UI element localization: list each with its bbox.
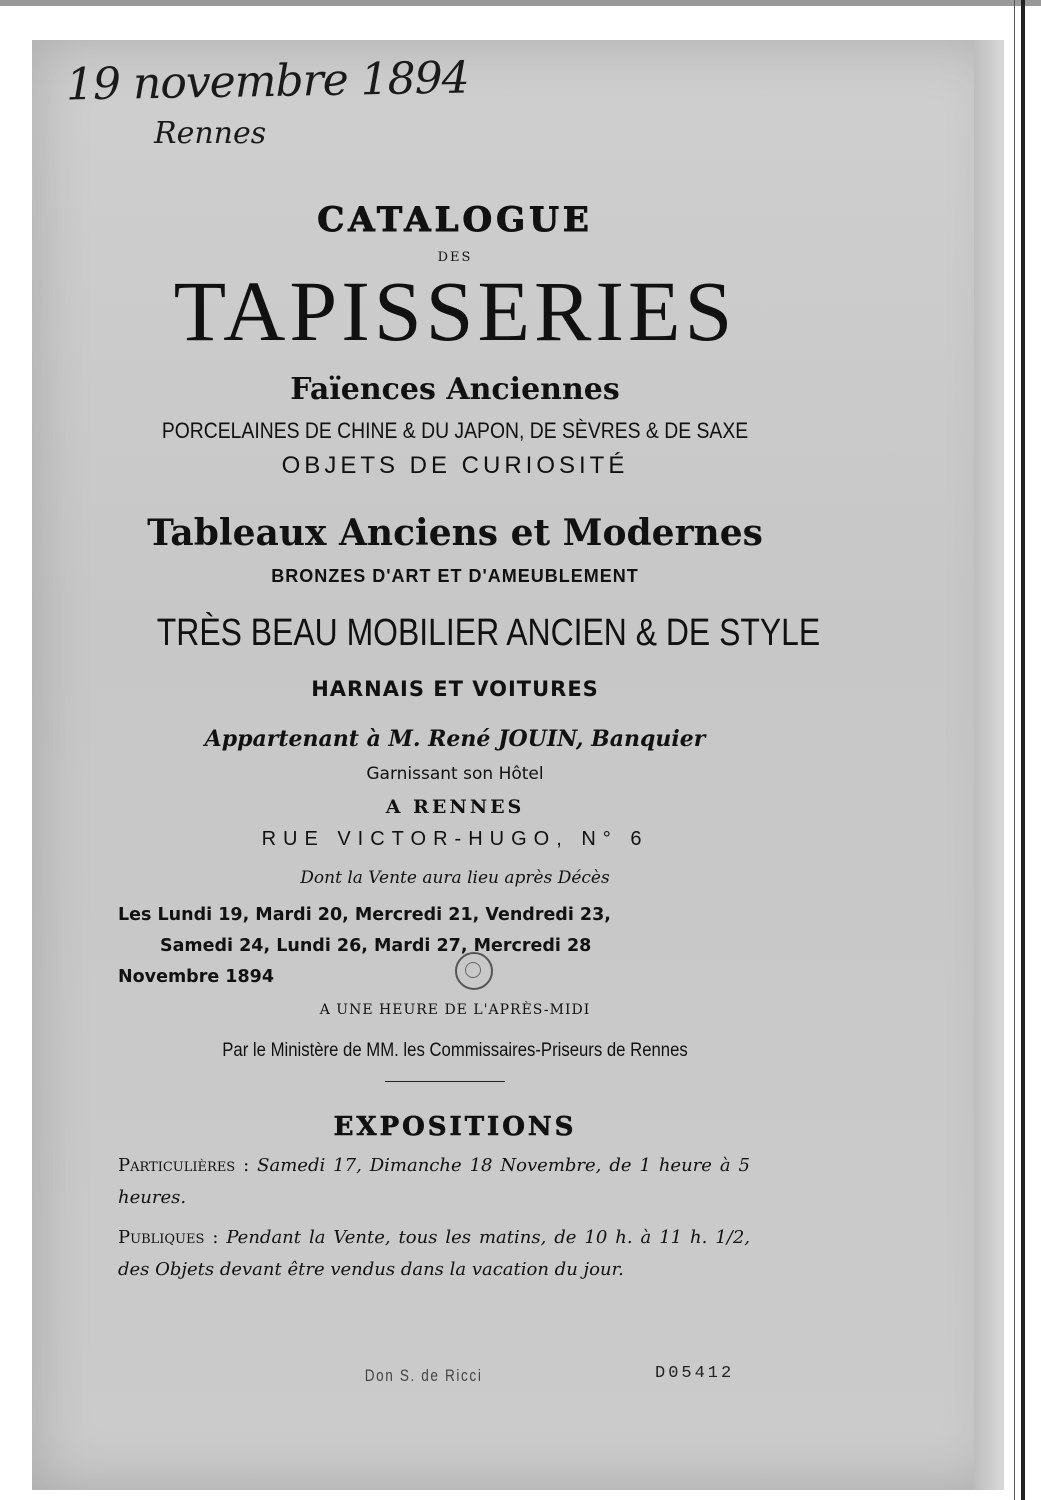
expositions-heading: EXPOSITIONS [333, 1112, 577, 1142]
title-tapisseries: TAPISSERIES [173, 263, 737, 359]
sale-dates [118, 900, 750, 993]
library-stamp-icon [455, 952, 493, 990]
sale-dates-line1: Les Lundi 19, Mardi 20, Mercredi 21, Vendredi 23, [118, 905, 611, 925]
expositions-publiques [118, 1222, 750, 1286]
scan-border-thin [1014, 0, 1015, 1500]
divider-rule [385, 1081, 505, 1082]
subtitle-objets: OBJETS DE CURIOSITÉ [281, 452, 629, 479]
subtitle-harnais: HARNAIS ET VOITURES [311, 677, 599, 701]
owner-garnissant: Garnissant son Hôtel [366, 764, 544, 784]
subtitle-tableaux: Tableaux Anciens et Modernes [147, 512, 763, 554]
sale-ministere: Par le Ministère de MM. les Commissaires-Priseurs de Rennes [222, 1040, 688, 1061]
sale-intro: Dont la Vente aura lieu après Décès [300, 868, 610, 888]
handwritten-date: 19 novembre 1894 [65, 52, 470, 111]
sale-dates-line2: Samedi 24, Lundi 26, Mardi 27, Mercredi 28 [160, 936, 592, 956]
subtitle-bronzes: BRONZES D'ART ET D'AMEUBLEMENT [271, 566, 639, 586]
subtitle-mobilier: TRÈS BEAU MOBILIER ANCIEN & DE STYLE [156, 612, 821, 654]
particulieres-text: Samedi 17, Dimanche 18 Novembre, de 1 heure à 5 heures. [118, 1155, 750, 1208]
subtitle-porcelaines: PORCELAINES DE CHINE & DU JAPON, DE SÈVRES & DE SAXE [161, 418, 749, 443]
scan-border [1021, 0, 1025, 1500]
particulieres-label: Particulières : [118, 1155, 250, 1176]
owner-line: Appartenant à M. René JOUIN, Banquier [204, 726, 706, 752]
handwritten-city: Rennes [154, 116, 267, 151]
title-des: DES [437, 250, 473, 265]
owner-address: RUE VICTOR-HUGO, N° 6 [261, 828, 649, 850]
sale-time: A UNE HEURE DE L'APRÈS-MIDI [319, 1002, 591, 1018]
library-cote: D05412 [655, 1364, 735, 1383]
expositions-particulieres [118, 1150, 750, 1214]
library-shelf-mark: Don S. de Ricci [364, 1366, 483, 1385]
scan-top-edge [0, 0, 1041, 6]
publiques-text: Pendant la Vente, tous les matins, de 10 h. à 11 h. 1/2, des Objets devant être vendus dans la vacation du jour. [118, 1227, 751, 1280]
sale-dates-line3: Novembre 1894 [118, 967, 275, 987]
owner-city: A RENNES [385, 796, 525, 818]
subtitle-faiences: Faïences Anciennes [290, 372, 620, 407]
title-catalogue: CATALOGUE [317, 200, 593, 240]
page-edge [974, 40, 1004, 1490]
publiques-label: Publiques : [118, 1227, 219, 1248]
